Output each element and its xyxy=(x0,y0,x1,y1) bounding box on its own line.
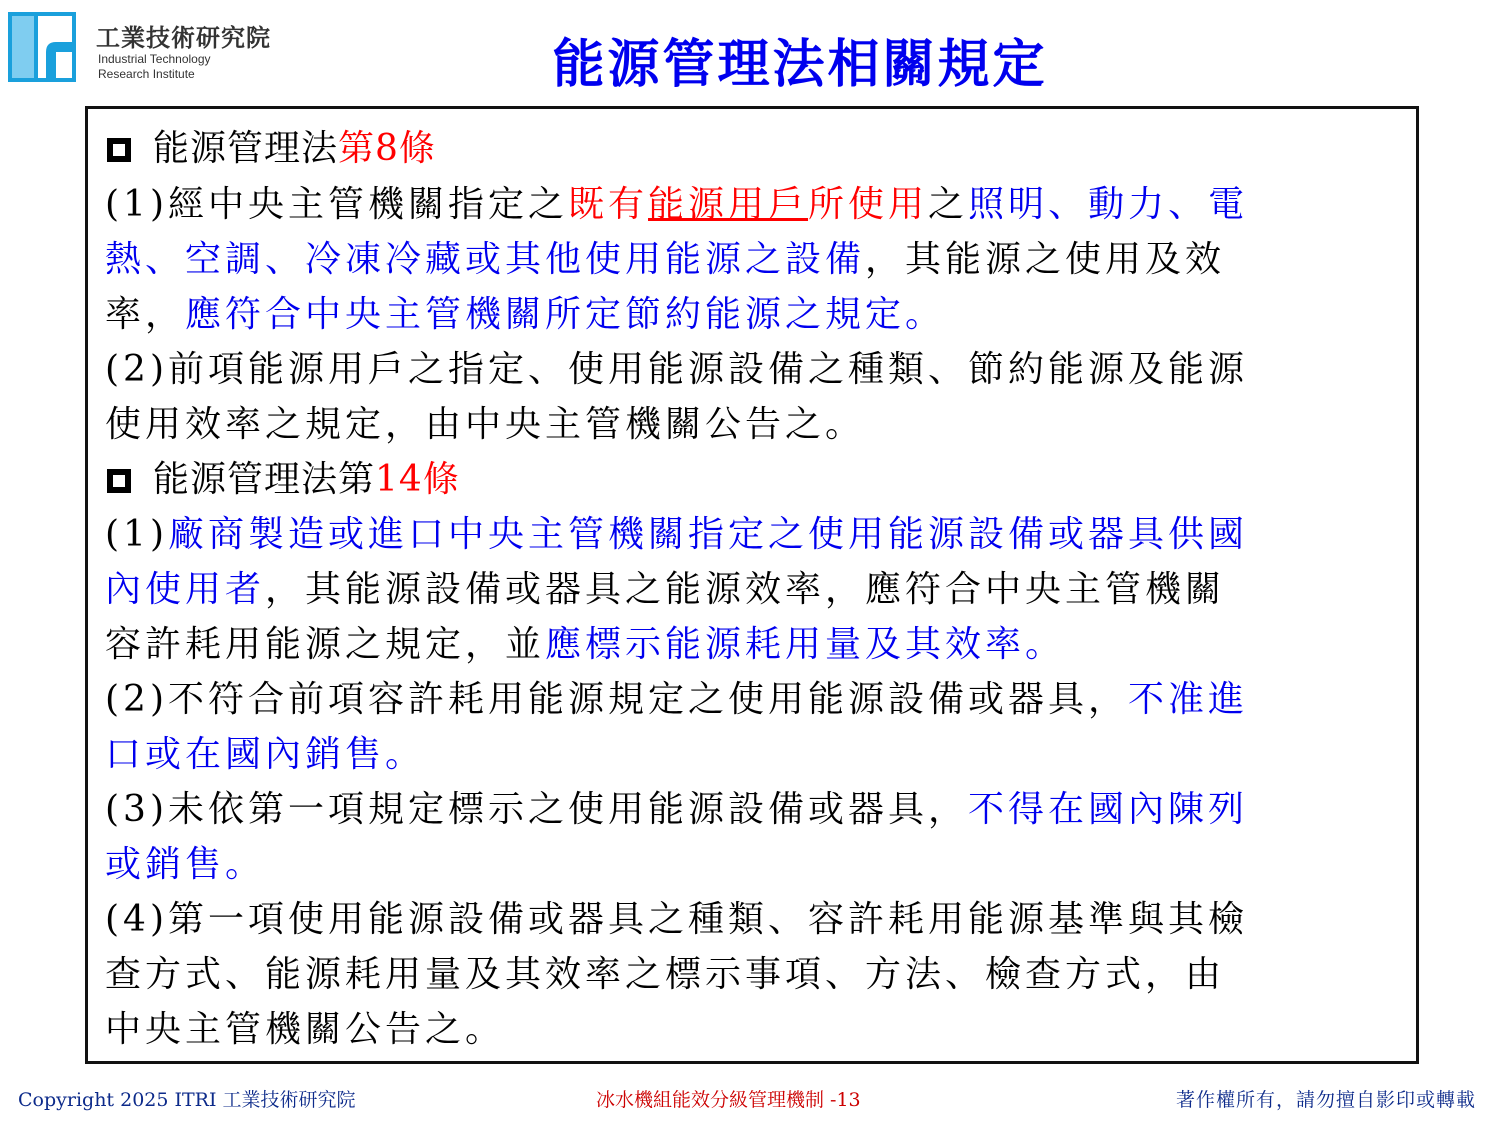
text-run-red-underlined: 能源用戶 xyxy=(648,184,809,225)
text-run-blue: 不得在國內陳列 xyxy=(968,789,1249,830)
slide-title: 能源管理法相關規定 xyxy=(552,35,1048,95)
text-run: (1) xyxy=(105,514,168,555)
text-run-blue: 應標示能源耗用量及其效率。 xyxy=(545,624,1066,665)
article-8-p1-line1 xyxy=(105,177,1248,232)
logo-name-en xyxy=(98,52,211,82)
text-run-blue: 應符合中央主管機關所定節約能源之規定。 xyxy=(185,294,946,335)
text-run-blue: 口或在國內銷售。 xyxy=(105,734,426,775)
text-run-red: 既有 xyxy=(568,184,649,225)
article-8-p1-line2 xyxy=(105,232,1225,287)
text-run-red: 所使用 xyxy=(808,184,929,225)
text-run-blue: 或銷售。 xyxy=(105,844,266,885)
content-box xyxy=(85,106,1419,1064)
article-14-p4-line2: 查方式、能源耗用量及其效率之標示事項、方法、檢查方式，由 xyxy=(105,954,1226,995)
text-run-blue: 內使用者 xyxy=(105,569,266,610)
article-8-number: 第8條 xyxy=(338,128,436,169)
text-run: ，其能源設備或器具之能源效率，應符合中央主管機關 xyxy=(265,569,1226,610)
text-run: 率， xyxy=(105,294,186,335)
article-14-p4-line1: (4)第一項使用能源設備或器具之種類、容許耗用能源基準與其檢 xyxy=(105,899,1248,940)
text-run-blue: 照明、動力、電 xyxy=(968,184,1249,225)
article-14-p4-line3: 中央主管機關公告之。 xyxy=(105,1009,506,1050)
article-14-heading-prefix: 能源管理法第 xyxy=(153,459,376,500)
article-14-number: 14條 xyxy=(375,459,460,500)
itri-logo-mark-icon xyxy=(8,12,76,82)
article-14-p1-line3 xyxy=(105,617,1065,672)
text-run: 容許耗用能源之規定，並 xyxy=(105,624,546,665)
logo-name-en-line2: Research Institute xyxy=(98,67,195,81)
footer-rights: 著作權所有，請勿擅自影印或轉載 xyxy=(1175,1089,1476,1111)
text-run: (3)未依第一項規定標示之使用能源設備或器具， xyxy=(105,789,968,830)
article-14-p3-line1 xyxy=(105,782,1248,837)
itri-logo xyxy=(8,12,308,92)
article-14-heading xyxy=(105,452,460,507)
footer-page-label: 冰水機組能效分級管理機制 -13 xyxy=(596,1089,861,1111)
text-run: 之 xyxy=(928,184,969,225)
article-14-p1-line1 xyxy=(105,507,1248,562)
logo-name-zh: 工業技術研究院 xyxy=(96,24,271,52)
text-run: (1)經中央主管機關指定之 xyxy=(105,184,568,225)
article-8-heading xyxy=(105,121,436,176)
checkbox-bullet-icon xyxy=(107,138,131,162)
article-8-p1-line3 xyxy=(105,287,945,342)
text-run-blue: 熱、空調、冷凍冷藏或其他使用能源之設備 xyxy=(105,239,866,280)
text-run: ，其能源之使用及效 xyxy=(865,239,1226,280)
article-14-p3-line2 xyxy=(105,837,265,892)
footer-copyright: Copyright 2025 ITRI 工業技術研究院 xyxy=(18,1089,356,1111)
text-run: (2)不符合前項容許耗用能源規定之使用能源設備或器具， xyxy=(105,679,1128,720)
article-8-p2-line2: 使用效率之規定，由中央主管機關公告之。 xyxy=(105,404,866,445)
text-run-blue: 不准進 xyxy=(1128,679,1249,720)
article-14-p2-line2 xyxy=(105,727,425,782)
article-8-heading-prefix: 能源管理法 xyxy=(153,128,339,169)
text-run-blue: 廠商製造或進口中央主管機關指定之使用能源設備或器具供國 xyxy=(168,514,1249,555)
article-8-p2-line1: (2)前項能源用戶之指定、使用能源設備之種類、節約能源及能源 xyxy=(105,349,1248,390)
article-14-p1-line2 xyxy=(105,562,1225,617)
checkbox-bullet-icon xyxy=(107,469,131,493)
article-14-p2-line1 xyxy=(105,672,1248,727)
logo-name-en-line1: Industrial Technology xyxy=(98,52,211,66)
